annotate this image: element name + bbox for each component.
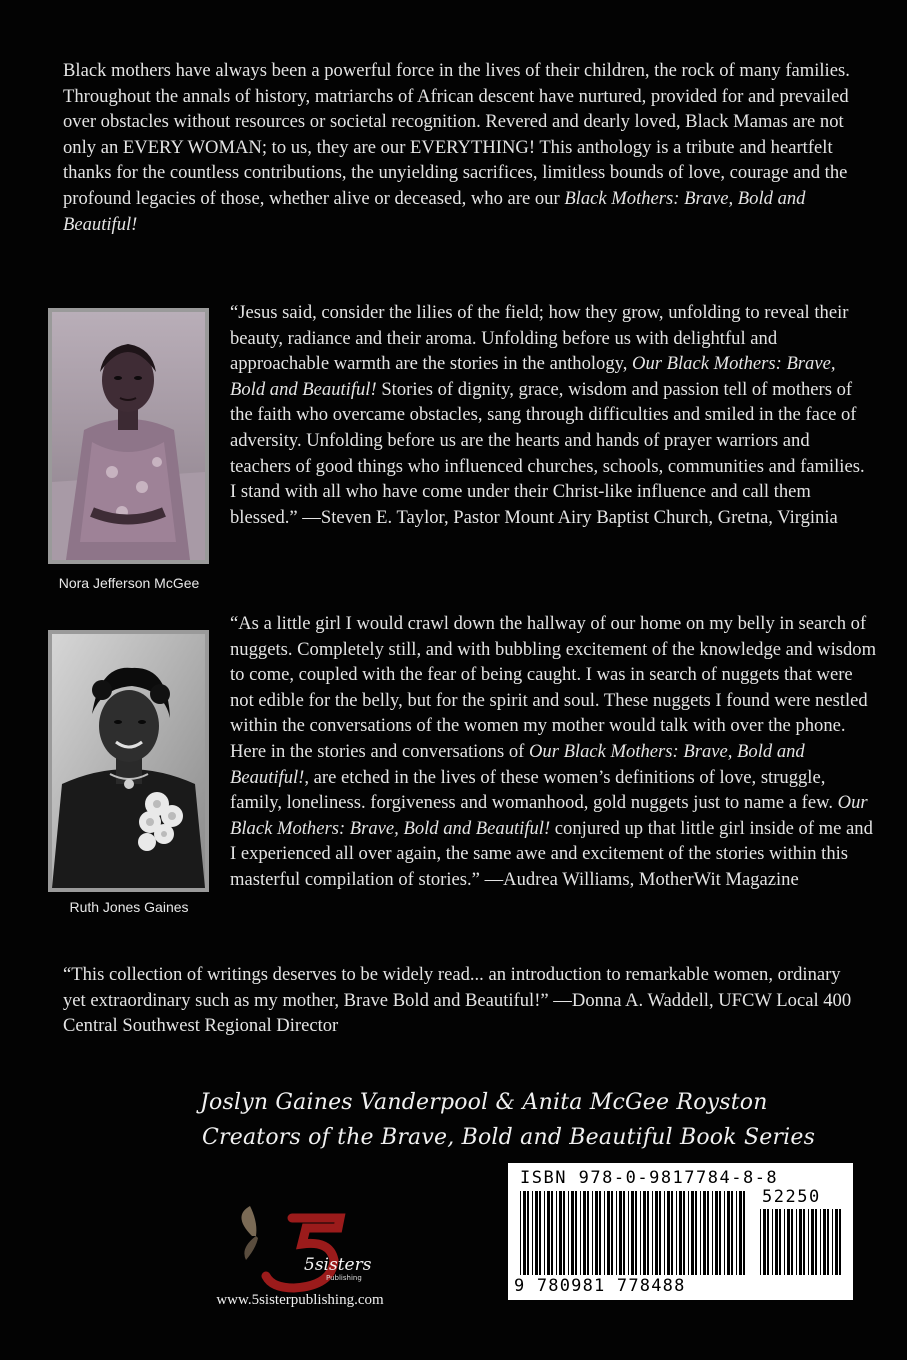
barcode-bar xyxy=(803,1209,805,1275)
barcode-bar xyxy=(583,1191,586,1275)
barcode-bar xyxy=(719,1191,721,1275)
portrait-image xyxy=(52,634,205,888)
barcode-bar xyxy=(799,1209,802,1275)
barcode-bar xyxy=(544,1191,545,1275)
barcode-bar xyxy=(611,1191,613,1275)
quote-text: , are etched in the lives of these women’s definitions of love, struggle, family, loneliness. forgiveness and womanhood, gold nuggets just to name a few. xyxy=(230,766,838,814)
intro-paragraph xyxy=(63,58,853,237)
barcode-bar xyxy=(779,1209,781,1275)
testimonial-taylor xyxy=(230,300,870,530)
barcode-bar xyxy=(760,1209,761,1275)
barcode-bar xyxy=(643,1191,646,1275)
barcode-bar xyxy=(796,1209,797,1275)
barcode-bar xyxy=(767,1209,769,1275)
testimonial-williams xyxy=(230,611,880,893)
barcode-bar xyxy=(527,1191,529,1275)
quote-text: conjured up that little girl inside of me and I experienced all over again, the same awe and excitement of the stories within this masterful compilation of stories.” —Audrea Williams, MotherWit Magazine xyxy=(230,817,873,890)
barcode-bar xyxy=(520,1191,521,1275)
barcode-bar xyxy=(635,1191,637,1275)
barcode-bar xyxy=(724,1191,725,1275)
barcode-bar xyxy=(671,1191,673,1275)
barcode-bar xyxy=(616,1191,617,1275)
barcode-bar xyxy=(628,1191,629,1275)
barcode-bar xyxy=(631,1191,634,1275)
barcode-bar xyxy=(763,1209,766,1275)
portrait-image xyxy=(52,312,205,560)
barcode-bar xyxy=(623,1191,625,1275)
barcode-bar xyxy=(695,1191,697,1275)
testimonial-waddell: “This collection of writings deserves to be widely read... an introduction to remarkable women, ordinary yet extraordinary such as my mother, Brave Bold and Beautiful!” —Donna A. Waddell, UFCW Local 400 Central Southwest Regional Director xyxy=(63,964,852,1037)
barcode-bar xyxy=(607,1191,610,1275)
barcode-bar xyxy=(808,1209,809,1275)
author-names: Joslyn Gaines Vanderpool & Anita McGee Royston xyxy=(200,1090,768,1115)
barcode-bar xyxy=(739,1191,742,1275)
barcode-bar xyxy=(619,1191,622,1275)
barcode-bar xyxy=(820,1209,821,1275)
barcode-bar xyxy=(655,1191,658,1275)
author-credits xyxy=(200,1085,820,1155)
portrait-photo-nora xyxy=(48,308,209,564)
quote-text: “Jesus said, consider the lilies of the field; how they grow, unfolding to reveal their beauty, radiance and their aroma. Unfolding before us with delightful and approachable warmth are the stories in the anthology, xyxy=(230,302,849,375)
barcode-bar xyxy=(715,1191,718,1275)
logo-wordmark: 5sisters xyxy=(304,1255,372,1275)
barcode-bar xyxy=(772,1209,773,1275)
barcode-bar xyxy=(640,1191,641,1275)
isbn-barcode xyxy=(508,1163,853,1300)
barcode-bar xyxy=(712,1191,713,1275)
barcode-bar xyxy=(743,1191,745,1275)
barcode-bar xyxy=(595,1191,598,1275)
publisher-logo xyxy=(222,1196,372,1296)
publisher-website: www.5sisterpublishing.com xyxy=(216,1292,384,1308)
barcode-bar xyxy=(532,1191,533,1275)
barcode-bar xyxy=(775,1209,778,1275)
quote-book-title: Our Black Mothers: Brave, Bold and Beautiful! xyxy=(230,353,836,400)
photo-caption-nora: Nora Jefferson McGee xyxy=(58,575,200,591)
barcode-bar xyxy=(547,1191,550,1275)
intro-book-title: Black Mothers: Brave, Bold and Beautiful! xyxy=(63,187,806,235)
barcode-bar xyxy=(652,1191,653,1275)
barcode-bar xyxy=(551,1191,553,1275)
barcode-bar xyxy=(563,1191,565,1275)
quote-text: “As a little girl I would crawl down the hallway of our home on my belly in search of nuggets. Completely still, and with bubbling excitement of the knowledge and wisdom to come, coupled with the fear of being caught. I was in search of nuggets that were not edible for the belly, but for the spirit and soul. These nuggets I found were nestled within the conversations of the women my mother would talk with over the phone. Here in the stories and conversations of xyxy=(230,613,877,762)
isbn-number: ISBN 978-0-9817784-8-8 xyxy=(520,1168,779,1188)
barcode-bar xyxy=(599,1191,601,1275)
barcode-bar xyxy=(835,1209,838,1275)
barcode-bar xyxy=(679,1191,682,1275)
logo-subtext: Publishing xyxy=(326,1274,362,1282)
barcode-bar xyxy=(676,1191,677,1275)
barcode-bar xyxy=(664,1191,665,1275)
barcode-bar xyxy=(539,1191,541,1275)
barcode-bar xyxy=(683,1191,685,1275)
barcode-bar xyxy=(659,1191,661,1275)
barcode-bar xyxy=(535,1191,538,1275)
series-credit: Creators of the Brave, Bold and Beautiful Book Series xyxy=(202,1125,816,1150)
butterfly-wing-icon xyxy=(241,1206,256,1236)
intro-text: Black mothers have always been a powerful force in the lives of their children, the rock of many families. Throughout the annals of history, matriarchs of African descent have nurtured, provided for and prevailed over obstacles without resources or societal recognition. Revered and dearly loved, Black Mamas are not only an EVERY WOMAN; to us, they are our EVERYTHING! This anthology is a tribute and heartfelt thanks for the countless contributions, the unyielding sacrifices, limitless bounds of love, courage and the profound legacies of those, whether alive or deceased, who are our xyxy=(63,60,850,209)
barcode-bar xyxy=(787,1209,790,1275)
ean-digits: 9 780981 778488 xyxy=(514,1276,686,1296)
barcode-bar xyxy=(559,1191,562,1275)
barcode-bar xyxy=(700,1191,701,1275)
barcode-bar xyxy=(707,1191,709,1275)
portrait-photo-ruth xyxy=(48,630,209,892)
price-code: 52250 xyxy=(762,1187,821,1207)
barcode-bar xyxy=(703,1191,706,1275)
barcode-bar xyxy=(811,1209,814,1275)
barcode-bar xyxy=(815,1209,817,1275)
barcode-bar xyxy=(667,1191,670,1275)
barcode-bar xyxy=(575,1191,577,1275)
barcode-bar xyxy=(832,1209,833,1275)
barcode-bar xyxy=(823,1209,826,1275)
ean-barcode-bars xyxy=(518,1191,748,1275)
barcode-bar xyxy=(784,1209,785,1275)
barcode-bar xyxy=(580,1191,581,1275)
barcode-bar xyxy=(647,1191,649,1275)
barcode-bar xyxy=(571,1191,574,1275)
butterfly-wing-icon xyxy=(244,1236,258,1260)
barcode-bar xyxy=(727,1191,730,1275)
barcode-bar xyxy=(688,1191,689,1275)
quote-text: Stories of dignity, grace, wisdom and passion tell of mothers of the faith who overcame obstacles, sang through difficulties and smiled in the face of adversity. Unfolding before us are the hearts and hands of prayer warriors and teachers of good things who influenced churches, schools, communities and families. I stand with all who have come under their Christ-like influence and call them blessed.” —Steven E. Taylor, Pastor Mount Airy Baptist Church, Gretna, Virginia xyxy=(230,378,865,528)
barcode-bar xyxy=(839,1209,841,1275)
barcode-bar xyxy=(731,1191,733,1275)
quote-book-title: Our Black Mothers: Brave, Bold and Beautiful! xyxy=(230,740,805,788)
photo-caption-ruth: Ruth Jones Gaines xyxy=(69,899,189,915)
barcode-bar xyxy=(523,1191,526,1275)
quote-book-title: Our Black Mothers: Brave, Bold and Beautiful! xyxy=(230,792,868,839)
barcode-bar xyxy=(587,1191,589,1275)
barcode-bar xyxy=(827,1209,829,1275)
barcode-bar xyxy=(604,1191,605,1275)
barcode-bar xyxy=(568,1191,569,1275)
price-barcode-bars xyxy=(758,1209,844,1275)
barcode-bar xyxy=(592,1191,593,1275)
barcode-bar xyxy=(736,1191,737,1275)
barcode-bar xyxy=(791,1209,793,1275)
barcode-bar xyxy=(556,1191,557,1275)
barcode-bar xyxy=(691,1191,694,1275)
